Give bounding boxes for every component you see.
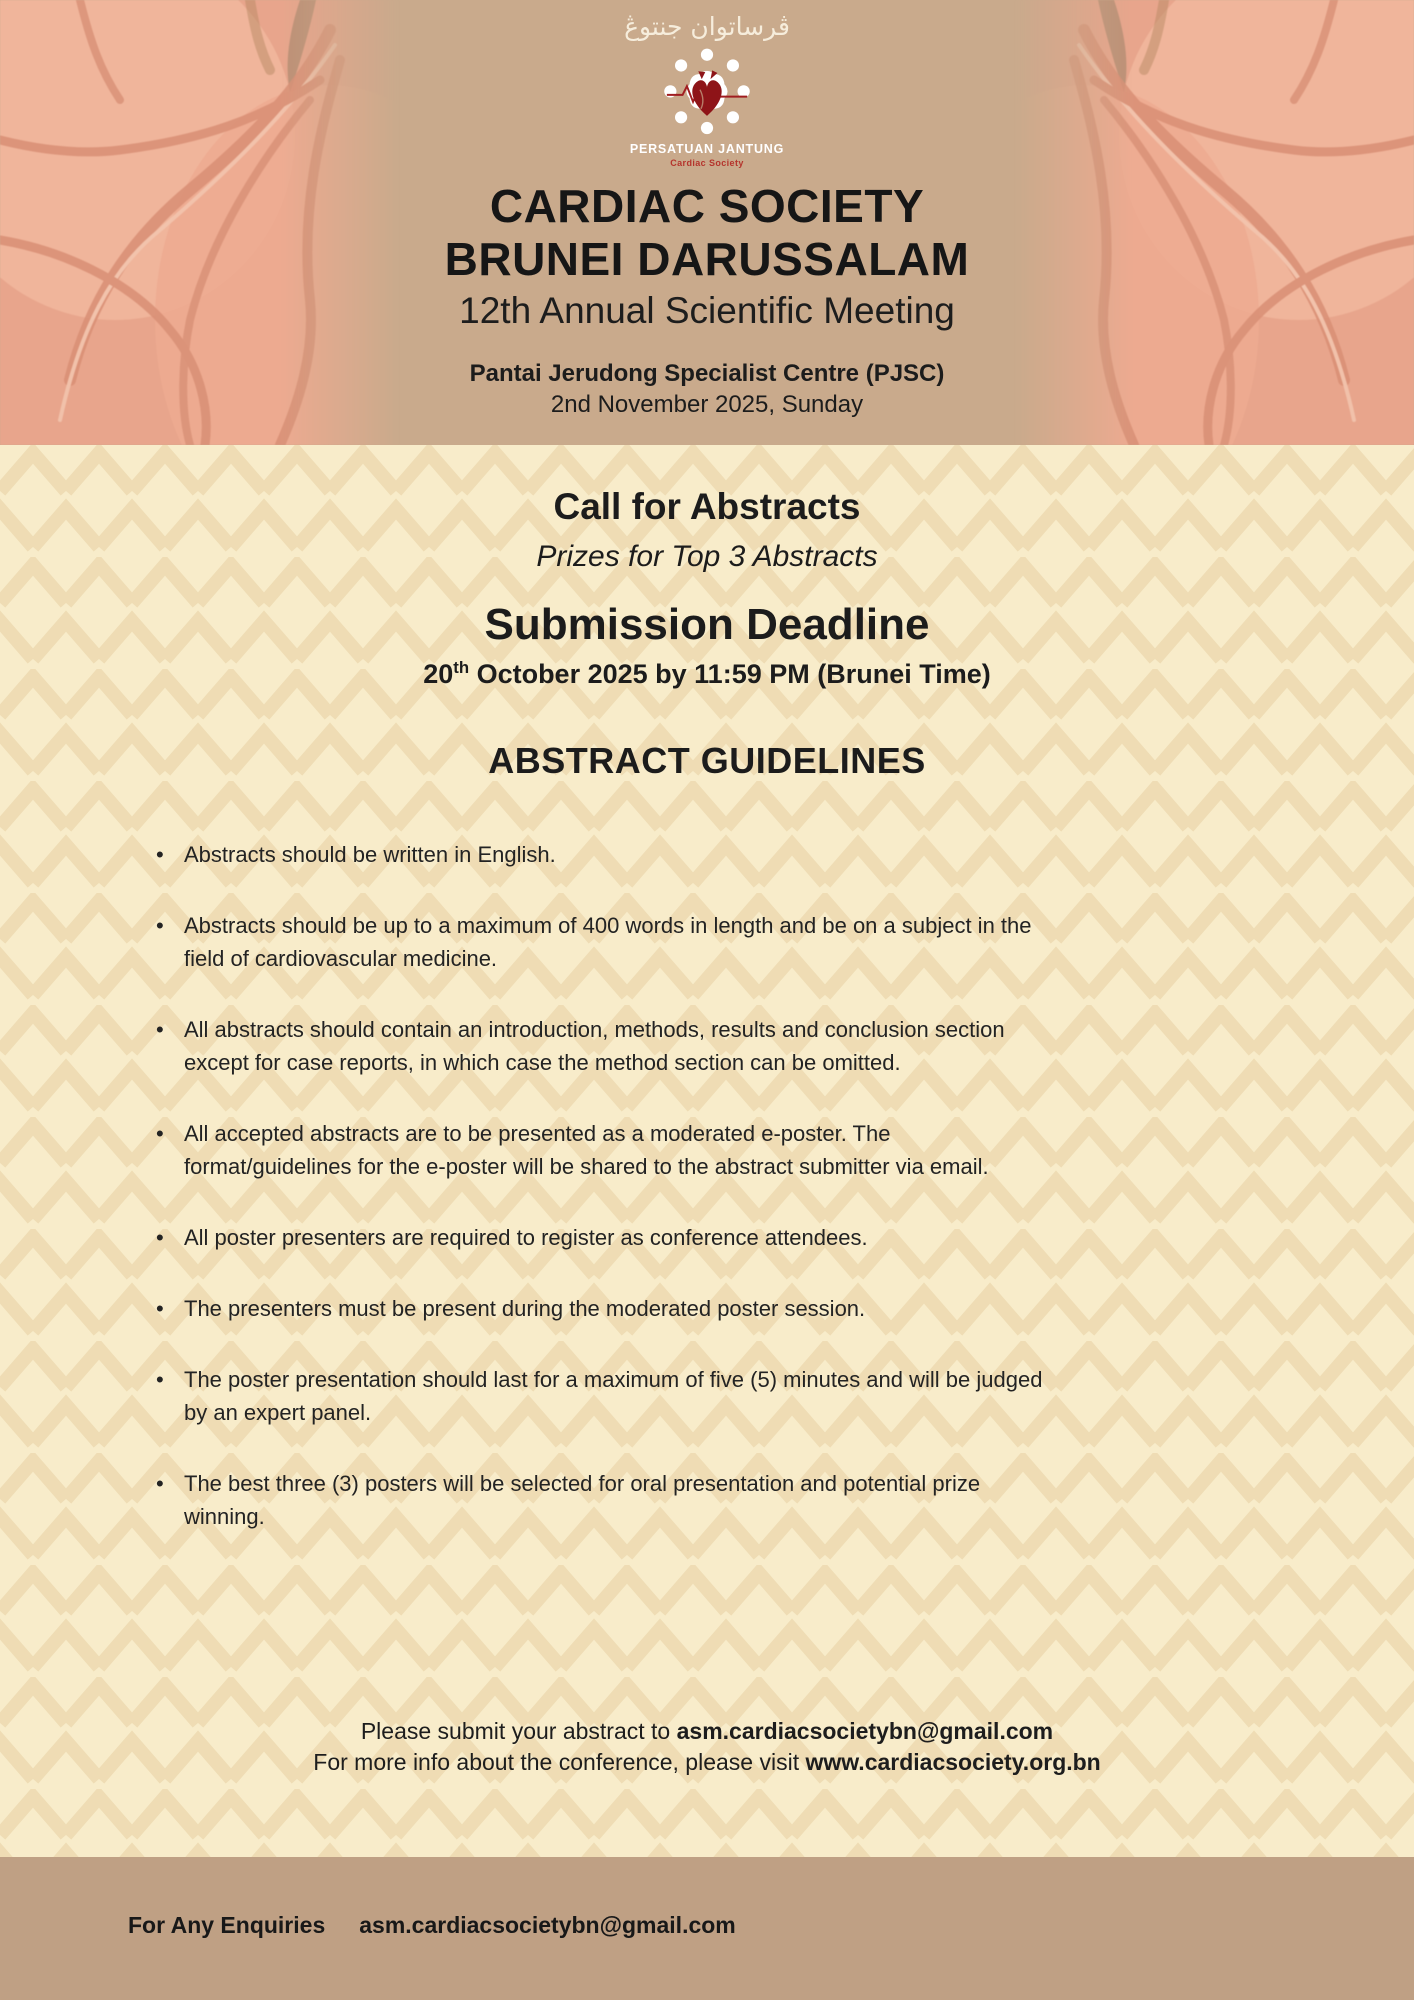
guidelines-list [184,838,1054,1571]
poster-title-line2: BRUNEI DARUSSALAM [444,233,970,285]
deadline-day: 20 [423,659,454,689]
poster-title-line1: CARDIAC SOCIETY [489,180,925,232]
submit-instruction-line [0,1716,1414,1747]
enquiries-email-link[interactable]: asm.cardiacsocietybn@gmail.com [359,1912,736,1938]
abstract-guidelines-heading: ABSTRACT GUIDELINES [488,740,926,781]
more-info-text: For more info about the conference, please visit [313,1749,806,1775]
enquiries-line [128,1912,736,1939]
submission-deadline-heading: Submission Deadline [484,600,930,649]
guideline-item: • All poster presenters are required to register as conference attendees. [184,1221,1054,1254]
call-for-abstracts-heading: Call for Abstracts [553,486,861,527]
deadline-rest: October 2025 by 11:59 PM (Brunei Time) [469,659,991,689]
guideline-item: • The poster presentation should last for a maximum of five (5) minutes and will be judged by an expert panel. [184,1363,1054,1429]
submission-deadline-date [0,659,1414,690]
poster-title [0,180,1414,286]
more-info-line [0,1747,1414,1778]
submission-email-link[interactable]: asm.cardiacsocietybn@gmail.com [676,1718,1054,1744]
submit-instruction-text: Please submit your abstract to [360,1718,677,1744]
logo-jawi-text: ڤرساتوان جنتوڠ [624,12,790,41]
header-band [0,0,1414,445]
venue-name: Pantai Jerudong Specialist Centre (PJSC) [469,360,945,387]
meeting-subtitle: 12th Annual Scientific Meeting [459,290,955,331]
logo-org-name: PERSATUAN JANTUNG [629,142,785,156]
footer-band [0,1857,1414,2000]
guideline-item: • All accepted abstracts are to be presented as a moderated e-poster. The format/guidelines for the e-poster will be shared to the abstract submitter via email. [184,1117,1054,1183]
guideline-item: • The presenters must be present during the moderated poster session. [184,1292,1054,1325]
guideline-item: • Abstracts should be written in English. [184,838,1054,871]
guideline-item: • Abstracts should be up to a maximum of 400 words in length and be on a subject in the field of cardiovascular medicine. [184,909,1054,975]
guideline-item: • The best three (3) posters will be selected for oral presentation and potential prize winning. [184,1467,1054,1533]
event-date: 2nd November 2025, Sunday [550,391,864,418]
website-link[interactable]: www.cardiacsociety.org.bn [805,1749,1101,1775]
cardiac-society-logo-icon [647,46,767,142]
logo-org-subtitle: Cardiac Society [670,158,744,168]
enquiries-label: For Any Enquiries [128,1912,326,1938]
deadline-ordinal: th [453,658,470,677]
guideline-item: • All abstracts should contain an introduction, methods, results and conclusion section except for case reports, in which case the method section can be omitted. [184,1013,1054,1079]
prizes-note: Prizes for Top 3 Abstracts [536,540,878,573]
submission-info [0,1716,1414,1778]
